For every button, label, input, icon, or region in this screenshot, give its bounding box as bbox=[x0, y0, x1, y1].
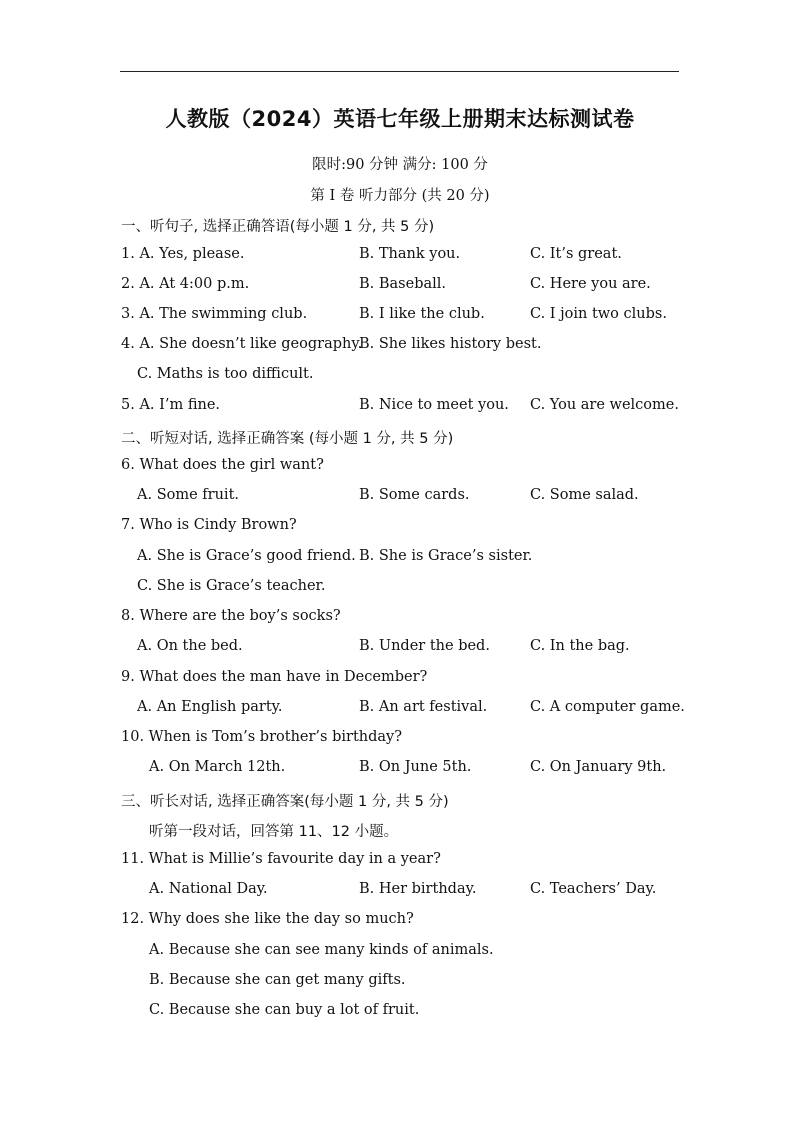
question-11-options bbox=[0, 881, 800, 903]
question-9-stem bbox=[0, 669, 800, 691]
question-text: 10. When is Tom’s brother’s birthday? bbox=[121, 729, 403, 745]
option-a: A. On March 12th. bbox=[149, 759, 286, 775]
question-2 bbox=[0, 276, 800, 298]
page-title: 人教版（2024）英语七年级上册期末达标测试卷 bbox=[165, 107, 635, 131]
option-b: B. An art festival. bbox=[359, 699, 488, 715]
option-c: C. In the bag. bbox=[530, 638, 630, 654]
option-c: C. Some salad. bbox=[530, 487, 639, 503]
question-6-stem bbox=[0, 457, 800, 479]
question-3 bbox=[0, 306, 800, 328]
question-7-options-cont bbox=[0, 578, 800, 600]
question-8-stem bbox=[0, 608, 800, 630]
section-1-label: 一、听句子, 选择正确答语(每小题 1 分, 共 5 分) bbox=[121, 219, 435, 235]
option-b: B. She is Grace’s sister. bbox=[359, 548, 533, 564]
section-3-label: 三、听长对话, 选择正确答案(每小题 1 分, 共 5 分) bbox=[121, 794, 449, 810]
option-a: A. On the bed. bbox=[137, 638, 243, 654]
question-text: 12. Why does she like the day so much? bbox=[121, 911, 414, 927]
option-b: B. I like the club. bbox=[359, 306, 485, 322]
option-c: C. Teachers’ Day. bbox=[530, 881, 657, 897]
question-8-options bbox=[0, 638, 800, 660]
question-text: 8. Where are the boy’s socks? bbox=[121, 608, 341, 624]
option-a: A. An English party. bbox=[137, 699, 283, 715]
question-4 bbox=[0, 336, 800, 358]
question-10-options bbox=[0, 759, 800, 781]
question-7-stem bbox=[0, 517, 800, 539]
question-12-option-c bbox=[0, 1002, 800, 1024]
question-6-options bbox=[0, 487, 800, 509]
option-a: 4. A. She doesn’t like geography. bbox=[121, 336, 363, 352]
option-b: B. Baseball. bbox=[359, 276, 447, 292]
option-b: B. On June 5th. bbox=[359, 759, 472, 775]
option-b: B. Because she can get many gifts. bbox=[149, 972, 406, 988]
part-heading: 第 I 卷 听力部分 (共 20 分) bbox=[310, 188, 490, 204]
option-a: 2. A. At 4:00 p.m. bbox=[121, 276, 250, 292]
question-text: 7. Who is Cindy Brown? bbox=[121, 517, 297, 533]
option-c: C. Maths is too difficult. bbox=[137, 366, 314, 382]
option-b: B. Her birthday. bbox=[359, 881, 477, 897]
section-heading-2 bbox=[0, 427, 800, 449]
option-b: B. Nice to meet you. bbox=[359, 397, 509, 413]
section-3-note bbox=[0, 820, 800, 842]
question-12-stem bbox=[0, 911, 800, 933]
option-a: A. National Day. bbox=[149, 881, 268, 897]
question-text: 11. What is Millie’s favourite day in a year? bbox=[121, 851, 441, 867]
question-12-option-b bbox=[0, 972, 800, 994]
option-c: C. Because she can buy a lot of fruit. bbox=[149, 1002, 420, 1018]
question-9-options bbox=[0, 699, 800, 721]
option-c: C. You are welcome. bbox=[530, 397, 679, 413]
exam-meta: 限时:90 分钟 满分: 100 分 bbox=[312, 157, 488, 173]
option-a: 3. A. The swimming club. bbox=[121, 306, 308, 322]
question-11-stem bbox=[0, 851, 800, 873]
section-2-label: 二、听短对话, 选择正确答案 (每小题 1 分, 共 5 分) bbox=[121, 431, 454, 447]
question-text: 9. What does the man have in December? bbox=[121, 669, 428, 685]
option-b: B. Thank you. bbox=[359, 246, 461, 262]
question-1 bbox=[0, 246, 800, 268]
option-a: 1. A. Yes, please. bbox=[121, 246, 245, 262]
option-a: A. Some fruit. bbox=[137, 487, 240, 503]
option-c: C. On January 9th. bbox=[530, 759, 667, 775]
option-c: C. She is Grace’s teacher. bbox=[137, 578, 326, 594]
question-12-option-a bbox=[0, 942, 800, 964]
section-heading-3 bbox=[0, 790, 800, 812]
question-text: 6. What does the girl want? bbox=[121, 457, 324, 473]
option-c: C. It’s great. bbox=[530, 246, 622, 262]
option-a: A. She is Grace’s good friend. bbox=[137, 548, 356, 564]
header-rule bbox=[120, 71, 679, 72]
option-c: C. A computer game. bbox=[530, 699, 685, 715]
option-c: C. I join two clubs. bbox=[530, 306, 667, 322]
option-a: A. Because she can see many kinds of animals. bbox=[149, 942, 494, 958]
section-heading-1 bbox=[0, 215, 800, 237]
option-c: C. Here you are. bbox=[530, 276, 651, 292]
option-b: B. Under the bed. bbox=[359, 638, 490, 654]
option-a: 5. A. I’m fine. bbox=[121, 397, 221, 413]
question-10-stem bbox=[0, 729, 800, 751]
dialogue-note: 听第一段对话，回答第 11、12 小题。 bbox=[149, 824, 399, 840]
option-b: B. Some cards. bbox=[359, 487, 470, 503]
option-b: B. She likes history best. bbox=[359, 336, 542, 352]
question-7-options bbox=[0, 548, 800, 570]
question-4-cont bbox=[0, 366, 800, 388]
question-5 bbox=[0, 397, 800, 419]
